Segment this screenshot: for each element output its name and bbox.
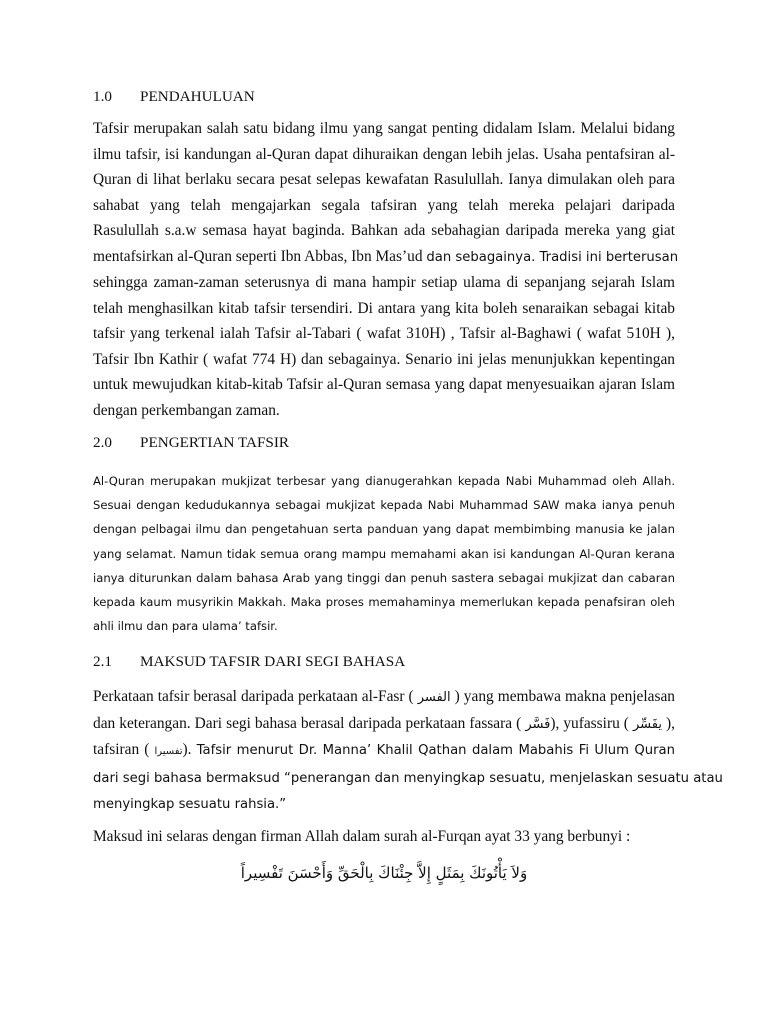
text-line: telah menghasilkan kitab tafsir tersendiri. Di antara yang kita boleh senaraikan sebagai kitab [93, 299, 675, 317]
text-line: ianya diturunkan dalam bahasa Arab yang tinggi dan penuh sastera sebagai mukjizat dan cabaran [93, 570, 675, 585]
section-title: PENDAHULUAN [140, 88, 255, 105]
text-run-sans: dan sebagainya. Tradisi ini berterusan [426, 249, 679, 265]
text-line: tafsir yang terkenal ialah Tafsir al-Tabari ( wafat 310H) , Tafsir al-Baghawi ( wafat 510H ), [93, 325, 675, 342]
text-line: sahabat yang telah mengajarkan segala tafsiran yang telah mereka pelajari daripada [93, 196, 675, 214]
paragraph-pengertian [93, 469, 675, 638]
text-line: ahli ilmu dan para ulama’ tafsir. [93, 619, 278, 634]
section-heading-pengertian [93, 434, 289, 452]
text-line: dengan perkembangan zaman. [93, 401, 280, 419]
arabic-word: فَسَّر [525, 716, 551, 732]
text-line: untuk mewujudkan kitab-kitab Tafsir al-Quran semasa yang dapat menyesuaikan ajaran Islam [93, 376, 675, 393]
text-run: ). [182, 741, 197, 758]
text-run: ) yang membawa makna penjelasan [450, 688, 675, 705]
text-line [93, 244, 679, 271]
text-line: Quran di lihat berlaku secara pesat selepas kewafatan Rasulullah. Ianya dimulakan oleh para [93, 171, 675, 188]
text-run-sans: menyingkap sesuatu rahsia.” [93, 797, 287, 812]
text-line: ilmu tafsir, isi kandungan al-Quran dapat dihuraikan dengan lebih jelas. Usaha pentafsiran al- [93, 145, 675, 163]
section-number: 1.0 [93, 88, 112, 105]
text-line: Tafsir Ibn Kathir ( wafat 774 H) dan sebagainya. Senario ini jelas menunjukkan kepentingan [93, 350, 675, 368]
text-line [93, 737, 675, 765]
quran-verse: وَلاَ يَأْتُونَكَ بِمَثَلٍ إِلاَّ جِئْنَاكَ بِالْحَقِّ وَأَحْسَنَ تَفْسِيراً [240, 864, 528, 882]
text-run-sans: Tafsir menurut Dr. Manna’ Khalil Qathan dalam Mabahis Fi Ulum Quran [196, 743, 675, 758]
text-run: tafsiran ( [93, 741, 155, 758]
text-line: Sesuai dengan kedudukannya sebagai mukjizat kepada Nabi Muhammad SAW maka ianya penuh [93, 498, 675, 513]
arabic-word: يفَسِّر [633, 716, 662, 732]
text-run: ), yufassiru ( [550, 714, 633, 732]
text-run: Perkataan tafsir berasal daripada perkataan al-Fasr ( [93, 688, 418, 705]
section-title: PENGERTIAN TAFSIR [140, 434, 290, 451]
text-line: yang selamat. Namun tidak semua orang mampu memahami akan isi kandungan Al-Quran kerana [93, 546, 675, 561]
text-line [93, 765, 723, 792]
text-run: mentafsirkan al-Quran seperti Ibn Abbas, Ibn Mas’ud [93, 247, 427, 265]
text-line: Tafsir merupakan salah satu bidang ilmu yang sangat penting didalam Islam. Melalui bidang [93, 120, 675, 137]
section-heading-maksud-bahasa [93, 653, 405, 671]
paragraph-intro-verse [93, 824, 675, 850]
text-line: kepada kaum musyrikin Makkah. Maka proses memahaminya memerlukan kepada penafsiran oleh [93, 595, 675, 610]
arabic-word: تفسيرا [154, 746, 183, 757]
text-line [93, 791, 675, 818]
text-line: dengan pelbagai ilmu dan pengetahuan serta panduan yang dapat membimbing manusia ke jalan [93, 522, 675, 537]
text-line [93, 711, 675, 738]
text-run: ), [661, 714, 675, 732]
text-line: Rasulullah s.a.w semasa hayat baginda. Bahkan ada sebahagian daripada mereka yang giat [93, 222, 675, 239]
paragraph-maksud-bahasa [93, 684, 723, 818]
section-title: MAKSUD TAFSIR DARI SEGI BAHASA [140, 653, 406, 670]
text-line: sehingga zaman-zaman seterusnya di mana hampir setiap ulama di sepanjang sejarah Islam [93, 274, 675, 291]
arabic-word: الفسر [417, 690, 451, 705]
text-line: Maksud ini selaras dengan firman Allah dalam surah al-Furqan ayat 33 yang berbunyi : [93, 828, 631, 845]
section-number: 2.0 [93, 434, 112, 451]
section-heading-pendahuluan [93, 88, 255, 106]
text-run-sans: dari segi bahasa bermaksud “penerangan dan menyingkap sesuatu, menjelaskan sesuatu atau [93, 770, 723, 786]
text-line: Al-Quran merupakan mukjizat terbesar yang dianugerahkan kepada Nabi Muhammad oleh Allah. [93, 474, 675, 488]
text-line [93, 684, 675, 711]
text-run: dan keterangan. Dari segi bahasa berasal daripada perkataan fassara ( [93, 714, 526, 732]
paragraph-pendahuluan [93, 116, 679, 423]
section-number: 2.1 [93, 653, 112, 670]
